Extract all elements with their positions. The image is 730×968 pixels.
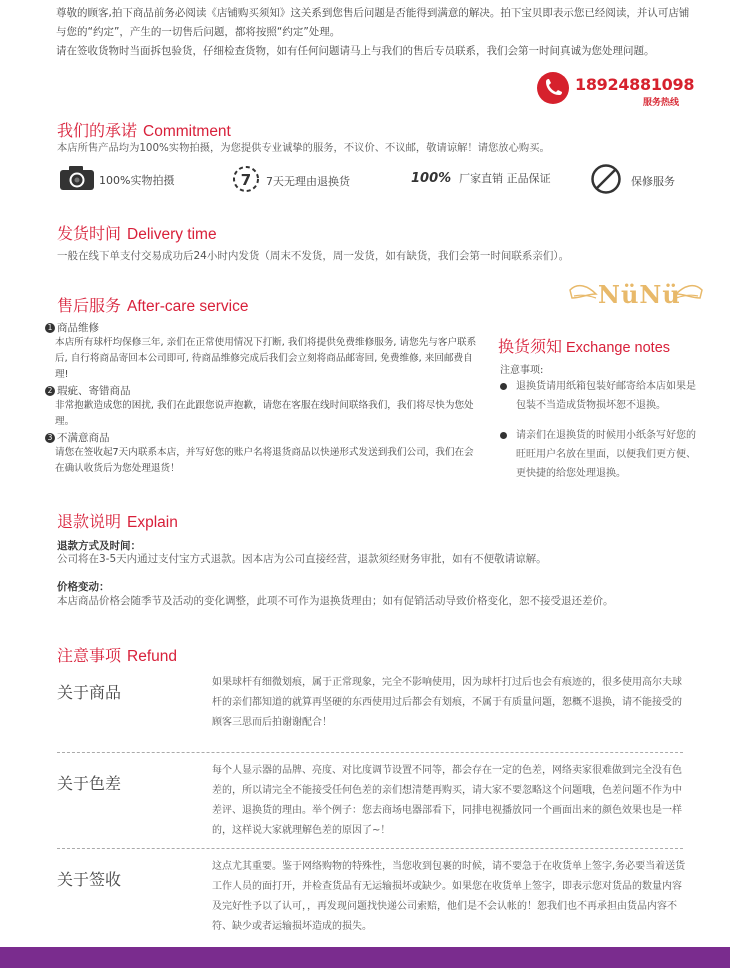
number-2-icon: 2 (45, 386, 55, 396)
aftercare-item-head: 2 瑕疵、寄错商品 (45, 383, 477, 398)
feature-label-3: 厂家直销 正品保证 (459, 172, 551, 185)
feature-warranty (589, 163, 675, 198)
price-change-label: 价格变动： (57, 581, 110, 593)
exchange-item-1: 退换货请用纸箱包装好邮寄给本店如果是包装不当造成货物损坏恕不退换。 (500, 377, 702, 415)
feature-label-1: 100%实物拍摄 (99, 173, 175, 187)
notice-text-signing: 这点尤其重要。鉴于网络购物的特殊性，当您收到包裹的时候，请不要急于在收货单上签字,务必要当着送货工作人员的面打开，并检查货品有无运输损坏或缺少。如果您在收货单上签字，即表示您对货品的数量内容及完好性予以了认可，，再发现问题找快递公司索赔，他们是不会认帐的！恕我们也不再承担由货品内容不符、缺少或者运输损坏造成的损失。 (212, 861, 686, 932)
aftercare-list (45, 320, 477, 477)
notice-title-en: Refund (127, 648, 177, 665)
aftercare-item-text: 非常抱歉造成您的困扰, 我们在此跟您说声抱歉，请您在客服在线时间联络我们，我们将尽快为您处理。 (55, 400, 474, 427)
brand-logo (566, 276, 706, 316)
refund-title-cn: 退款说明 (57, 512, 122, 531)
feature-factory-direct (411, 170, 551, 186)
notice-head-signing: 关于签收 (57, 870, 122, 889)
feature-7-days-return (230, 164, 350, 197)
notice-head-color: 关于色差 (57, 774, 122, 793)
aftercare-title-en: After-care service (127, 298, 249, 315)
aftercare-item-text: 请您在签收起7天内联系本店，并写好您的账户名将退货商品以快递形式发送到我们公司，我们在会在确认收货后为您处理退货！ (55, 447, 474, 474)
delivery-title (57, 221, 217, 244)
brand-logo-text: NüNü (598, 280, 681, 309)
commitment-title-cn: 我们的承诺 (57, 121, 138, 140)
notice-title-cn: 注意事项 (57, 646, 122, 665)
hotline-number: 18924881098 (575, 75, 695, 94)
hotline-label: 服务热线 (642, 98, 679, 108)
bullet-icon (500, 432, 507, 439)
camera-icon (59, 165, 95, 194)
bullet-icon (500, 383, 507, 390)
aftercare-item-head: 1 商品维修 (45, 320, 477, 335)
intro-text (56, 4, 696, 61)
exchange-title-cn: 换货须知 (498, 337, 563, 356)
refund-method-text: 公司将在3-5天内通过支付宝方式退款。因本店为公司直接经营，退款须经财务审批，如有不便敬请谅解。 (57, 553, 547, 565)
feature-label-4: 保修服务 (631, 174, 675, 188)
no-sign-icon (589, 163, 623, 198)
intro-line-2: 请在签收货物时当面拆包验货，仔细检查货物，如有任何问题请马上与我们的售后专员联系，我们会第一时间真诚为您处理问题。 (56, 45, 655, 57)
delivery-title-en: Delivery time (127, 226, 217, 243)
aftercare-title (57, 293, 248, 316)
seven-days-icon (230, 164, 262, 197)
delivery-title-cn: 发货时间 (57, 224, 122, 243)
aftercare-title-cn: 售后服务 (57, 296, 122, 315)
notice-title (57, 643, 177, 666)
exchange-list (500, 377, 702, 487)
commitment-title-en: Commitment (143, 123, 231, 140)
seven-days-badge: 7 (240, 171, 252, 189)
notice-text-color: 每个人显示器的品牌、亮度、对比度调节设置不同等，都会存在一定的色差，网络卖家很难做到完全没有色差的，所以请完全不能接受任何色差的亲们想清楚再购买，请大家不要忽略这个问题哦，色差问题不作为中差评、退换货的理由。举个例子：您去商场电器部看下，同排电视播放同一个画面出来的颜色效果也是一样的，这样说大家就理解色差的原因了~！ (212, 765, 682, 836)
commitment-text: 本店所售产品均为100%实物拍摄，为您提供专业诚挚的服务，不议价、不议邮，敬请谅解！请您放心购买。 (57, 142, 550, 154)
exchange-title (498, 334, 670, 357)
number-3-icon: 3 (45, 433, 55, 443)
hundred-percent-icon: 100% (411, 170, 452, 186)
footer-bar (0, 947, 730, 968)
refund-title-en: Explain (127, 514, 178, 531)
feature-label-2: 7天无理由退换货 (266, 174, 350, 188)
notice-text-product: 如果球杆有细微划痕，属于正常现象，完全不影响使用，因为球杆打过后也会有痕迹的，很多使用高尔夫球杆的亲们都知道的就算再坚硬的东西使用过后都会有划痕，不属于有质量问题，恕概不退换，请不能接受的顾客三思而后拍谢谢配合！ (212, 677, 682, 728)
feature-real-photo (59, 165, 174, 194)
aftercare-item-head: 3 不满意商品 (45, 430, 477, 445)
divider (57, 752, 683, 753)
divider (57, 848, 683, 849)
delivery-text: 一般在线下单支付交易成功后24小时内发货（周末不发货，周一发货，如有缺货，我们会第一时间联系亲们）。 (57, 250, 570, 262)
notice-head-product: 关于商品 (57, 683, 122, 702)
number-1-icon: 1 (45, 323, 55, 333)
refund-method-label: 退款方式及时间： (57, 540, 141, 552)
hotline[interactable] (537, 72, 695, 108)
phone-icon (537, 72, 569, 104)
refund-title (57, 509, 178, 532)
price-change-text: 本店商品价格会随季节及活动的变化调整，此项不可作为退换货理由；如有促销活动导致价格变化，恕不接受退还差价。 (57, 595, 614, 607)
aftercare-item-text: 本店所有球杆均保修三年, 亲们在正常使用情况下打断, 我们将提供免费维修服务, 请您先与客户联系后, 自行将商品寄回本公司即可, 待商品维修完成后我们会立刻将商品邮寄回, 免费维修, 来回邮费自理! (55, 337, 477, 380)
exchange-title-en: Exchange notes (566, 340, 671, 356)
commitment-title (57, 118, 231, 141)
exchange-item-2: 请亲们在退换货的时候用小纸条写好您的旺旺用户名放在里面，以便我们更方便、更快捷的给您处理退换。 (500, 426, 702, 483)
exchange-label: 注意事项: (500, 365, 544, 376)
intro-line-1: 尊敬的顾客,拍下商品前务必阅读《店铺购买须知》这关系到您售后问题是否能得到满意的解决。拍下宝贝即表示您已经阅读，并认可店铺与您的“约定”，产生的一切售后问题，都将按照“约定”处理。 (56, 7, 690, 38)
